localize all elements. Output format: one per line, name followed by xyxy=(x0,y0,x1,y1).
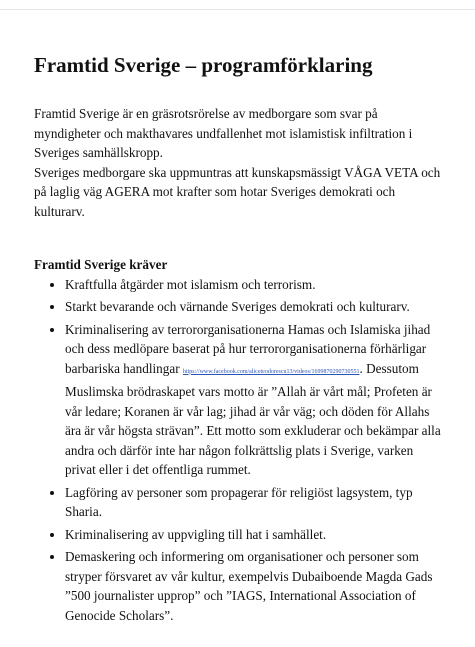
demands-heading: Framtid Sverige kräver xyxy=(34,257,168,272)
intro-section xyxy=(34,104,444,221)
list-item-text: Starkt bevarande och värnande Sveriges demokrati och kulturarv. xyxy=(65,299,410,314)
page-top-border xyxy=(0,9,475,10)
list-item xyxy=(65,525,444,545)
facebook-video-link[interactable]: https://www.facebook.com/aliceteodorescu13/videos/1699870290730551 xyxy=(182,368,360,375)
list-item-text: . Dessutom Muslimska brödraskapet vars motto är ”Allah är vårt mål; Profeten är vår ledare; Koranen är vår lag; jihad är vår väg; och döden för Allahs ära är vår högsta strävan”. Ett motto som exkluderar och bekämpar alla andra och därför inte har någon folkrättslig plats i Sverige, varken privat eller i det offentliga rummet. xyxy=(65,360,441,477)
intro-paragraph-2: Sveriges medborgare ska uppmuntras att kunskapsmässigt VÅGA VETA och på laglig väg AGERA mot krafter som hotar Sveriges demokrati och kulturarv. xyxy=(34,164,441,219)
list-item-text: Kraftfulla åtgärder mot islamism och terrorism. xyxy=(65,276,316,292)
list-item-text: Kriminalisering av uppvigling till hat i samhället. xyxy=(65,526,327,542)
list-item xyxy=(65,297,444,317)
page-title: Framtid Sverige – programförklaring xyxy=(34,53,373,77)
list-item xyxy=(65,320,444,480)
list-item xyxy=(65,275,444,295)
list-item xyxy=(65,547,444,625)
document-page xyxy=(34,52,444,628)
list-item-text: Demaskering och informering om organisationer och personer som stryper försvaret av vår kultur, exempelvis Dubaiboende Magda Gads ”500 journalister upprop” och ”IAGS, International Association of Genocide Scholars”. xyxy=(65,549,433,623)
intro-paragraph-1: Framtid Sverige är en gräsrotsrörelse av medborgare som svar på myndigheter och makthavares undfallenhet mot islamistisk infiltration i Sveriges samhällskropp. xyxy=(34,106,413,160)
list-item xyxy=(65,483,444,522)
list-item-text: Kriminalisering av terrororganisationerna Hamas och Islamiska jihad och dess medlöpare baserat på hur terrororganisationerna förhärligar barbariska handlingar xyxy=(65,321,431,376)
demands-list xyxy=(34,275,444,626)
list-item-text: Lagföring av personer som propagerar för religiöst lagsystem, typ Sharia. xyxy=(65,484,413,519)
